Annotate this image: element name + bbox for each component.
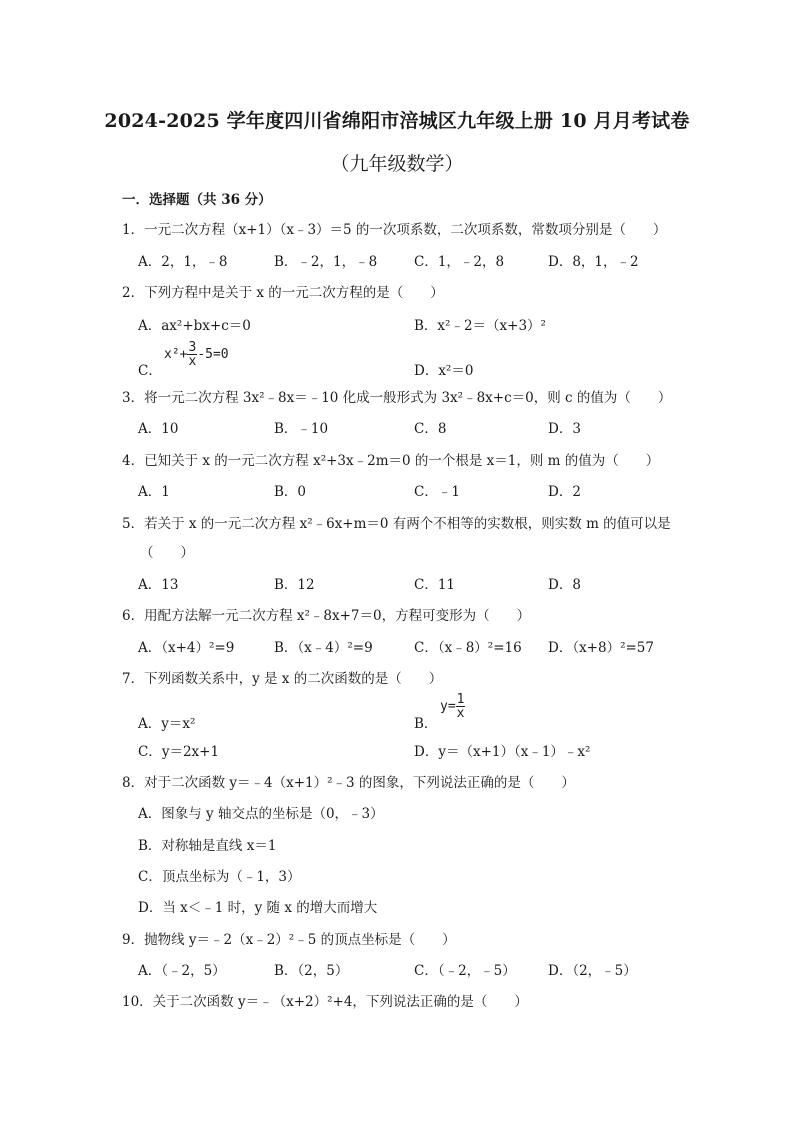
question-7-option-c: C．y＝2x+1 [138,744,220,760]
section-heading: 一．选择题（共 36 分） [122,192,272,208]
question-7-option-b: B． [414,716,438,732]
question-9-option-b: B．（2，5） [274,963,349,979]
question-9-option-c: C．（﹣2，﹣5） [414,963,516,979]
question-7-option-b-formula [440,693,465,720]
formula-c-fraction [187,341,197,368]
question-8-option-c: C．顶点坐标为（﹣1，3） [138,869,301,885]
formula-b-denominator: x [456,706,465,721]
exam-title: 2024-2025 学年度四川省绵阳市涪城区九年级上册 10 月月考试卷 [104,110,690,132]
formula-c-numerator: 3 [188,340,197,355]
formula-c-pre: x²+ [164,347,188,362]
question-5-option-d: D．8 [548,577,581,593]
question-1-option-a: A．2，1，﹣8 [138,254,228,270]
formula-c-post: -5=0 [197,347,229,362]
formula-c-denominator: x [188,354,197,369]
question-5-option-a: A．13 [138,577,179,593]
exam-subtitle: （九年级数学） [330,153,464,175]
question-5-stem-continued: （ ） [140,545,194,561]
question-4-option-d: D．2 [548,484,581,500]
question-7-stem: 7．下列函数关系中，y 是 x 的二次函数的是（ ） [122,671,443,687]
question-2-option-c-formula [164,341,229,368]
question-9-option-a: A．（﹣2，5） [138,963,226,979]
question-5-option-b: B．12 [274,577,315,593]
formula-b-pre: y= [440,699,456,714]
question-6-option-a: A．（x+4）²=9 [138,640,235,656]
question-3-option-c: C．8 [414,421,447,437]
question-9-option-d: D．（2，﹣5） [548,963,637,979]
question-6-option-b: B．（x﹣4）²=9 [274,640,373,656]
question-1-option-d: D．8，1，﹣2 [548,254,639,270]
question-1-option-b: B．﹣2，1，﹣8 [274,254,378,270]
question-3-option-b: B．﹣10 [274,421,329,437]
question-4-stem: 4．已知关于 x 的一元二次方程 x²+3x﹣2m＝0 的一个根是 x＝1，则 m 的值为（ ） [122,453,660,469]
question-6-option-d: D．（x+8）²=57 [548,640,654,656]
question-8-option-b: B．对称轴是直线 x＝1 [138,838,277,854]
question-7-option-a: A．y＝x² [138,716,196,732]
question-4-option-c: C．﹣1 [414,484,460,500]
question-9-stem: 9．抛物线 y＝﹣2（x﹣2）²﹣5 的顶点坐标是（ ） [122,932,456,948]
question-1-option-c: C．1，﹣2，8 [414,254,505,270]
question-2-option-b: B．x²﹣2＝（x+3）² [414,318,546,334]
question-2-option-c: C． [138,363,162,379]
question-10-stem: 10．关于二次函数 y＝﹣（x+2）²+4，下列说法正确的是（ ） [122,994,528,1010]
question-6-stem: 6．用配方法解一元二次方程 x²﹣8x+7＝0，方程可变形为（ ） [122,608,531,624]
question-7-option-d: D．y＝（x+1）（x﹣1）﹣x² [414,744,591,760]
question-3-stem: 3．将一元二次方程 3x²﹣8x＝﹣10 化成一般形式为 3x²﹣8x+c＝0，则 c 的值为（ ） [122,390,672,406]
question-2-stem: 2．下列方程中是关于 x 的一元二次方程的是（ ） [122,285,444,301]
question-3-option-a: A．10 [138,421,179,437]
formula-b-numerator: 1 [456,692,465,707]
question-3-option-d: D．3 [548,421,581,437]
question-4-option-b: B．0 [274,484,307,500]
question-5-option-c: C．11 [414,577,456,593]
question-6-option-c: C．（x﹣8）²=16 [414,640,522,656]
question-2-option-d: D．x²＝0 [414,363,474,379]
question-4-option-a: A．1 [138,484,170,500]
question-8-option-a: A．图象与 y 轴交点的坐标是（0，﹣3） [138,806,384,822]
question-1-stem: 1．一元二次方程（x+1）（x﹣3）＝5 的一次项系数，二次项系数，常数项分别是（ ） [122,222,667,238]
question-8-stem: 8．对于二次函数 y＝﹣4（x+1）²﹣3 的图象，下列说法正确的是（ ） [122,775,575,791]
question-5-stem: 5．若关于 x 的一元二次方程 x²﹣6x+m＝0 有两个不相等的实数根，则实数 m 的值可以是 [122,516,671,532]
formula-b-fraction [456,693,466,720]
question-2-option-a: A．ax²+bx+c＝0 [138,318,251,334]
question-8-option-d: D．当 x＜﹣1 时，y 随 x 的增大而增大 [138,900,378,916]
